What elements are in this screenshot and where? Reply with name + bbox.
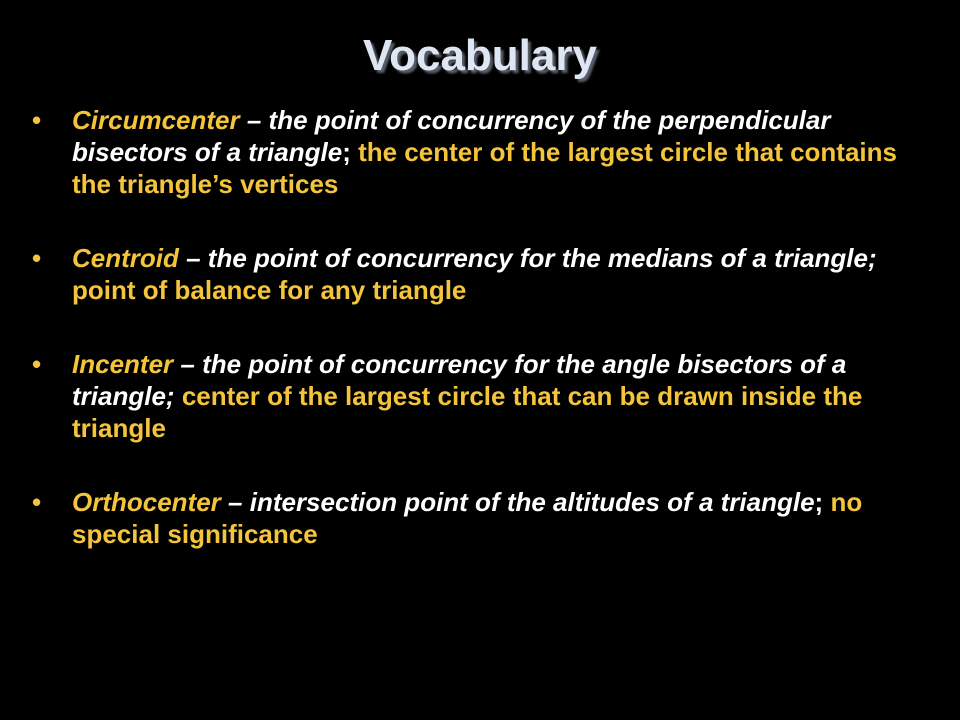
list-item-orthocenter xyxy=(30,486,940,550)
slide-title: Vocabulary xyxy=(363,31,597,80)
term-orthocenter: Orthocenter xyxy=(72,487,221,517)
separator: ; xyxy=(868,243,877,273)
term-incenter: Incenter xyxy=(72,349,174,379)
note-orthocenter: no special significance xyxy=(72,487,863,549)
term-centroid: Centroid xyxy=(72,243,179,273)
term-circumcenter: Circumcenter xyxy=(72,105,240,135)
note-circumcenter: the center of the largest circle that contains the triangle’s vertices xyxy=(72,137,897,199)
bullet-icon: • xyxy=(32,349,42,379)
definition-circumcenter: – the point of concurrency of the perpendicular bisectors of a triangle xyxy=(72,105,831,167)
separator: ; xyxy=(165,381,182,411)
list-item-incenter xyxy=(30,348,940,444)
note-centroid: point of balance for any triangle xyxy=(72,275,467,305)
definition-incenter: – the point of concurrency for the angle bisectors of a triangle xyxy=(72,349,847,411)
vocabulary-list xyxy=(30,104,940,592)
separator: ; xyxy=(342,137,359,167)
definition-centroid: – the point of concurrency for the medians of a triangle xyxy=(178,243,868,273)
note-incenter: center of the largest circle that can be drawn inside the triangle xyxy=(72,381,863,443)
bullet-icon: • xyxy=(32,487,42,517)
bullet-icon: • xyxy=(32,243,42,273)
bullet-icon: • xyxy=(32,105,42,135)
separator: ; xyxy=(814,487,831,517)
definition-orthocenter: – intersection point of the altitudes of a triangle xyxy=(220,487,815,517)
list-item-circumcenter xyxy=(30,104,940,200)
list-item-centroid xyxy=(30,242,940,306)
